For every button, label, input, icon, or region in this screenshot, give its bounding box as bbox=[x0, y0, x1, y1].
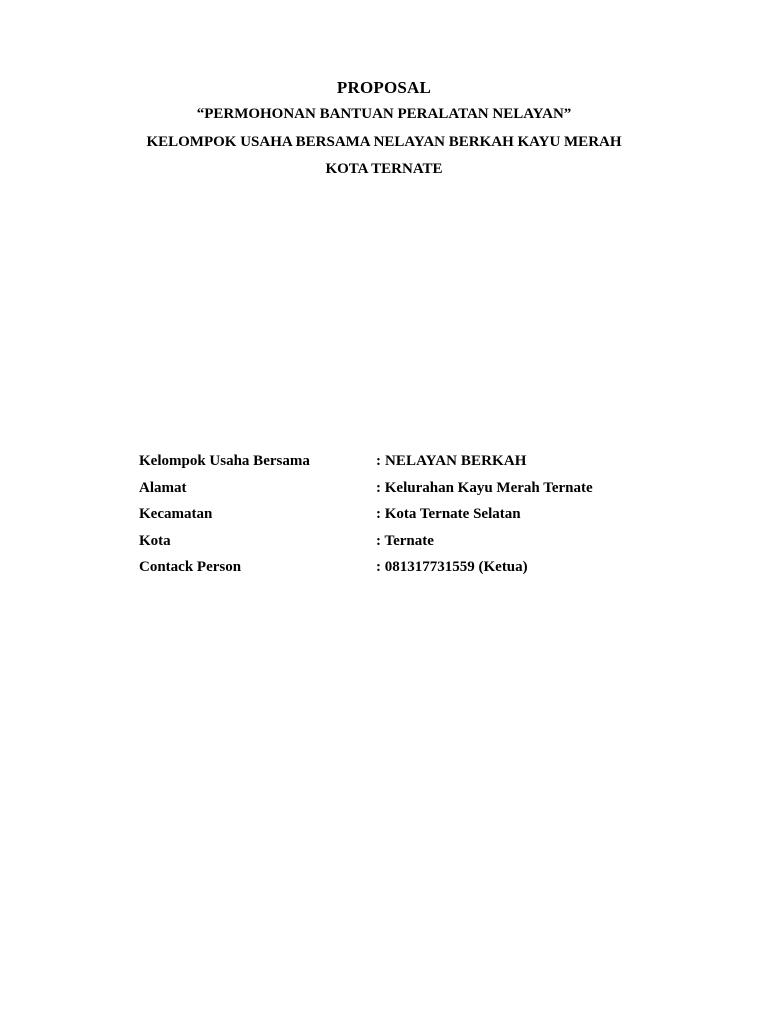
city-heading: KOTA TERNATE bbox=[325, 161, 443, 177]
info-value-address: : Kelurahan Kayu Merah Ternate bbox=[376, 479, 593, 496]
info-value-group: : NELAYAN BERKAH bbox=[376, 453, 527, 469]
info-row-district bbox=[139, 505, 659, 532]
info-row-city bbox=[139, 532, 659, 559]
document-subtitle: “PERMOHONAN BANTUAN PERALATAN NELAYAN” bbox=[196, 106, 572, 122]
info-row-contact bbox=[139, 558, 659, 585]
info-label-city: Kota bbox=[139, 532, 171, 549]
info-label-group: Kelompok Usaha Bersama bbox=[139, 453, 310, 469]
info-label-address: Alamat bbox=[139, 479, 187, 496]
info-row-group bbox=[139, 452, 659, 479]
info-value-contact: : 081317731559 (Ketua) bbox=[376, 559, 528, 575]
document-title: PROPOSAL bbox=[336, 78, 432, 97]
info-value-district: : Kota Ternate Selatan bbox=[376, 506, 521, 522]
info-row-address bbox=[139, 479, 659, 506]
info-label-contact: Contack Person bbox=[139, 559, 242, 575]
group-name-heading: KELOMPOK USAHA BERSAMA NELAYAN BERKAH KAYU MERAH bbox=[146, 134, 622, 150]
info-label-district: Kecamatan bbox=[139, 506, 213, 522]
group-info-table bbox=[139, 452, 659, 585]
info-value-city: : Ternate bbox=[376, 532, 434, 549]
